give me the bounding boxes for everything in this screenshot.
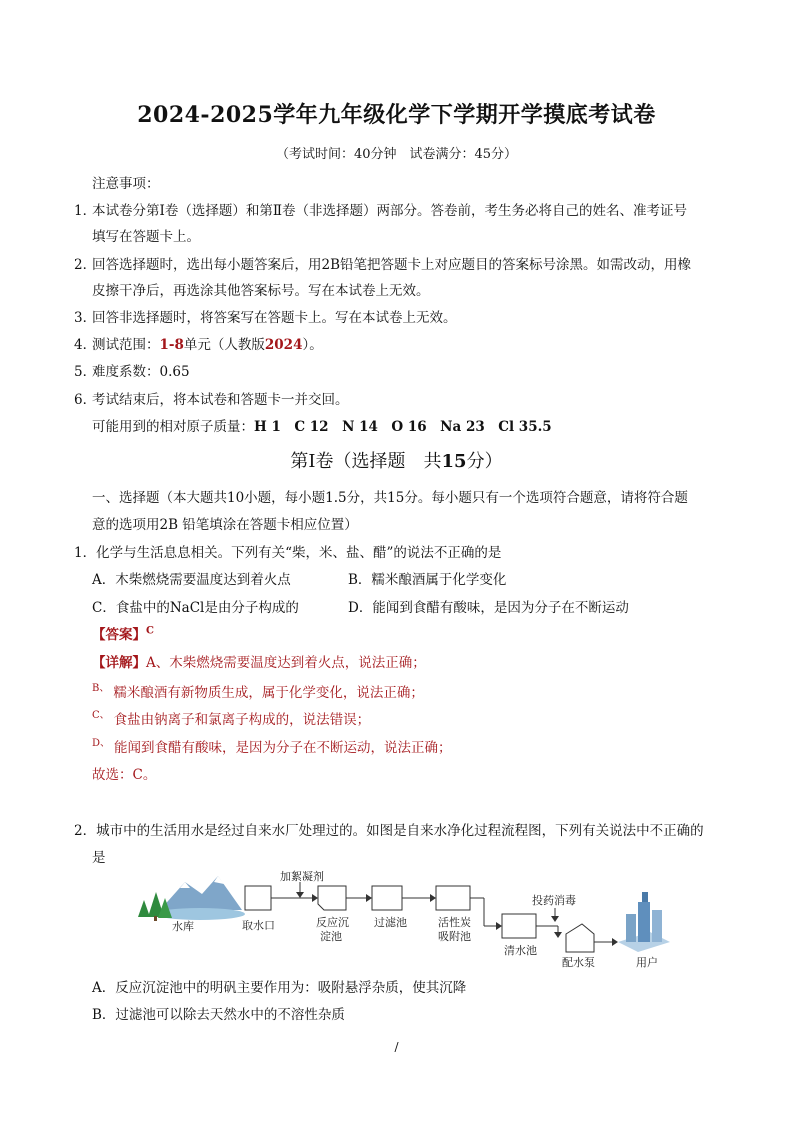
carbon-tank: [436, 886, 470, 910]
answer-value: C: [146, 625, 154, 637]
page-mark: /: [394, 1040, 399, 1054]
detail-label: 【详解】: [92, 655, 146, 671]
q1-option-a: A．木柴燃烧需要温度达到着火点: [92, 572, 291, 588]
clear-water-tank: [502, 914, 536, 938]
detail-b-text: 糯米酿酒有新物质生成，属于化学变化，说法正确；: [113, 684, 424, 701]
exam-title: 2024-2025学年九年级化学下学期开学摸底考试卷: [137, 102, 656, 128]
exam-subtitle: （考试时间：40分钟 试卷满分：45分）: [275, 147, 518, 162]
q1-option-b: B．糯米酿酒属于化学变化: [348, 572, 507, 588]
label-clear-water: 清水池: [504, 944, 537, 957]
notice-2-line2: 皮擦干净后，再选涂其他答案标号。写在本试卷上无效。: [92, 283, 430, 299]
label-carbon-2: 吸附池: [438, 930, 471, 943]
q1-stem: 1．化学与生活息息相关。下列有关“柴，米、盐、醋”的说法不正确的是: [74, 545, 502, 561]
q1-option-c: C．食盐中的NaCl是由分子构成的: [92, 600, 299, 616]
q2-stem-line1: 2．城市中的生活用水是经过自来水厂处理过的。如图是自来水净化过程流程图，下列有关说法中不正确的: [74, 823, 704, 839]
test-range-suffix: ）。: [302, 337, 323, 353]
detail-c-text: 食盐由钠离子和氯离子构成的，说法错误；: [113, 711, 371, 728]
notice-2-num: 2．: [74, 257, 97, 273]
sedimentation-tank: [318, 886, 346, 910]
notice-3-line1: 回答非选择题时，将答案写在答题卡上。写在本试卷上无效。: [92, 310, 457, 326]
section-suffix: 分）: [466, 451, 503, 472]
notice-6-line1: 考试结束后，将本试卷和答题卡一并交回。: [92, 392, 349, 408]
part-intro-line2: 意的选项用2B 铅笔填涂在答题卡相应位置）: [92, 517, 358, 533]
label-sedimentation-1: 反应沉: [316, 916, 349, 929]
label-intake: 取水口: [242, 919, 275, 932]
filter-tank: [372, 886, 402, 910]
q2-stem-line2: 是: [92, 850, 106, 866]
label-carbon-1: 活性炭: [438, 916, 471, 929]
label-reservoir: 水库: [172, 920, 194, 933]
q1-detail-c: [92, 706, 370, 728]
notice-3-num: 3．: [74, 310, 97, 326]
pump-box: [566, 924, 594, 952]
q1-conclusion: 故选：C。: [92, 767, 157, 783]
q2-option-a: A．反应沉淀池中的明矾主要作用为：吸附悬浮杂质，使其沉降: [92, 980, 467, 996]
test-range-edition: 2024: [264, 337, 303, 353]
q1-option-d: D．能闻到食醋有酸味，是因为分子在不断运动: [348, 600, 629, 616]
detail-a-text: A、木柴燃烧需要温度达到着火点，说法正确；: [146, 655, 426, 671]
part-intro-line1: 一、选择题（本大题共10小题，每小题1.5分，共15分。每小题只有一个选项符合题意，请将符合题: [92, 490, 688, 506]
answer-label: 【答案】: [92, 627, 146, 643]
notice-6-num: 6．: [74, 392, 97, 408]
q1-detail-a: [92, 651, 426, 671]
label-disinfect: 投药消毒: [532, 894, 576, 907]
q2-option-b: B．过滤池可以除去天然水中的不溶性杂质: [92, 1007, 345, 1023]
test-range-units: 1-8: [159, 337, 184, 353]
label-filter: 过滤池: [374, 916, 407, 929]
notice-5-num: 5．: [74, 364, 97, 380]
q1-detail-d: [92, 734, 452, 756]
atomic-masses-values: H 1 C 12 N 14 O 16 Na 23 Cl 35.5: [254, 419, 552, 435]
detail-b-letter: B、: [92, 683, 110, 694]
label-coagulant: 加絮凝剂: [280, 870, 324, 883]
intake-box: [245, 886, 271, 910]
label-sedimentation-2: 淀池: [320, 930, 342, 943]
notice-4-num: 4．: [74, 337, 97, 353]
detail-c-letter: C、: [92, 710, 110, 721]
water-treatment-diagram: [130, 862, 670, 972]
atomic-masses: [92, 415, 552, 435]
detail-d-text: 能闻到食醋有酸味，是因为分子在不断运动，说法正确；: [114, 739, 452, 756]
test-range-label: 测试范围：: [92, 337, 160, 353]
notice-4-line: [92, 333, 323, 353]
label-pump: 配水泵: [562, 956, 595, 969]
notice-heading: 注意事项：: [92, 176, 160, 192]
test-range-mid: 单元（人教版: [183, 337, 265, 353]
notice-2-line1: 回答选择题时，选出每小题答案后，用2B铅笔把答题卡上对应题目的答案标号涂黑。如需改动，用橡: [92, 257, 692, 273]
notice-1-num: 1．: [74, 203, 97, 219]
section-heading: [0, 447, 793, 473]
city-illustration: [618, 892, 670, 952]
notice-1-line2: 填写在答题卡上。: [92, 229, 200, 245]
notice-1-line1: 本试卷分第Ⅰ卷（选择题）和第Ⅱ卷（非选择题）两部分。答卷前，考生务必将自己的姓名、准考证号: [92, 203, 688, 219]
q1-answer: [92, 623, 154, 643]
notice-5-line1: 难度系数：0.65: [92, 364, 190, 380]
detail-d-letter: D、: [92, 738, 111, 749]
section-score: 15: [441, 451, 467, 472]
reservoir-illustration: [138, 876, 245, 921]
label-user: 用户: [636, 956, 658, 969]
q1-detail-b: [92, 679, 424, 701]
atomic-masses-label: 可能用到的相对原子质量：: [92, 419, 254, 435]
section-prefix: 第Ⅰ卷（选择题 共: [290, 451, 442, 472]
